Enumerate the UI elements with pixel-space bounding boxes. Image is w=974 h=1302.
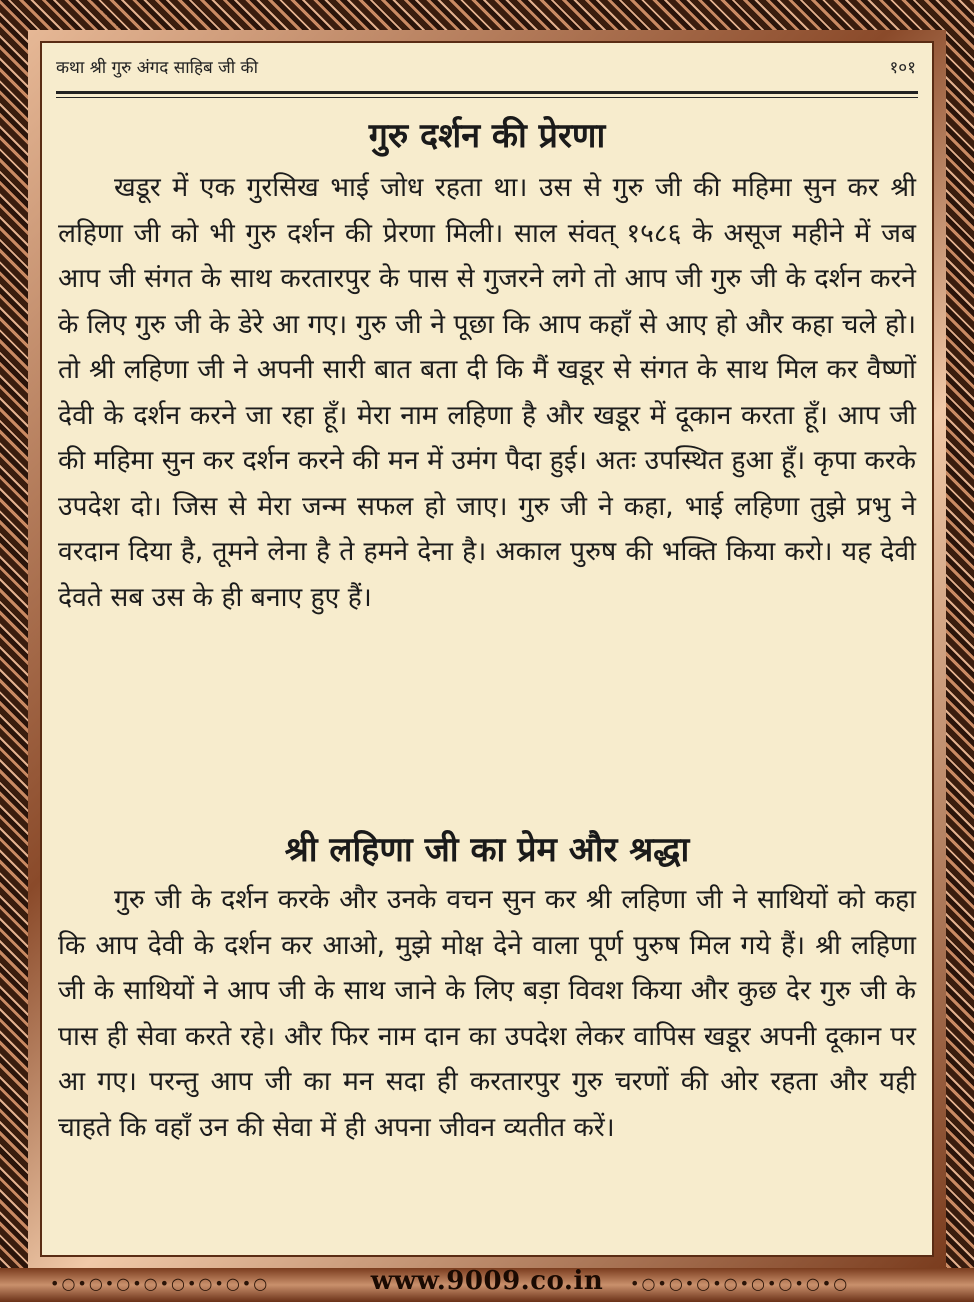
running-title: कथा श्री गुरु अंगद साहिब जी की [56,58,259,78]
header-rule [56,91,918,94]
book-page [40,41,934,1257]
section-paragraph-1: खडूर में एक गुरसिख भाई जोध रहता था। उस से गुरु जी की महिमा सुन कर श्री लहिणा जी को भी गुरु दर्शन की प्रेरणा मिली। साल संवत् १५८६ के असूज महीने में जब आप जी संगत के साथ करतारपुर के पास से गुजरने लगे तो आप जी गुरु जी के दर्शन करने के लिए गुरु जी के डेरे आ गए। गुरु जी ने पूछा कि आप कहाँ से आए हो और कहा चले हो। तो श्री लहिणा जी ने अपनी सारी बात बता दी कि मैं खडूर से संगत के साथ मिल कर वैष्णों देवी के दर्शन करने जा रहा हूँ। मेरा नाम लहिणा है और खडूर में दूकान करता हूँ। आप जी की महिमा सुन कर दर्शन करने की मन में उमंग पैदा हुई। अतः उपस्थित हुआ हूँ। कृपा करके उपदेश दो। जिस से मेरा जन्म सफल हो जाए। गुरु जी ने कहा, भाई लहिणा तुझे प्रभु ने वरदान दिया है, तूमने लेना है ते हमने देना है। अकाल पुरुष की भक्ति किया करो। यह देवी देवते सब उस के ही बनाए हुए हैं। [58,172,916,613]
section-heading-2: श्री लहिणा जी का प्रेम और श्रद्धा [284,830,690,870]
section-heading-1: गुरु दर्शन की प्रेरणा [368,116,606,156]
footer-ornament-left: •○•○•○•○•○•○•○•○ [50,1274,270,1293]
page-number: १०१ [889,58,916,78]
footer-ornament-right: •○•○•○•○•○•○•○•○ [630,1274,850,1293]
running-header [56,55,916,78]
section-paragraph-2: गुरु जी के दर्शन करके और उनके वचन सुन कर श्री लहिणा जी ने साथियों को कहा कि आप देवी के दर्शन कर आओ, मुझे मोक्ष देने वाला पूर्ण पुरुष मिल गये हैं। श्री लहिणा जी के साथियों ने आप जी के साथ जाने के लिए बड़ा विवश किया और कुछ देर गुरु जी के पास ही सेवा करते रहे। और फिर नाम दान का उपदेश लेकर वापिस खडूर अपनी दूकान पर आ गए। परन्तु आप जी का मन सदा ही करतारपुर गुरु चरणों की ओर रहता और यही चाहते कि वहाँ उन की सेवा में ही अपना जीवन व्यतीत करें। [58,884,916,1143]
website-url[interactable]: www.9009.co.in [370,1266,604,1296]
header-rule-thin [56,97,918,98]
